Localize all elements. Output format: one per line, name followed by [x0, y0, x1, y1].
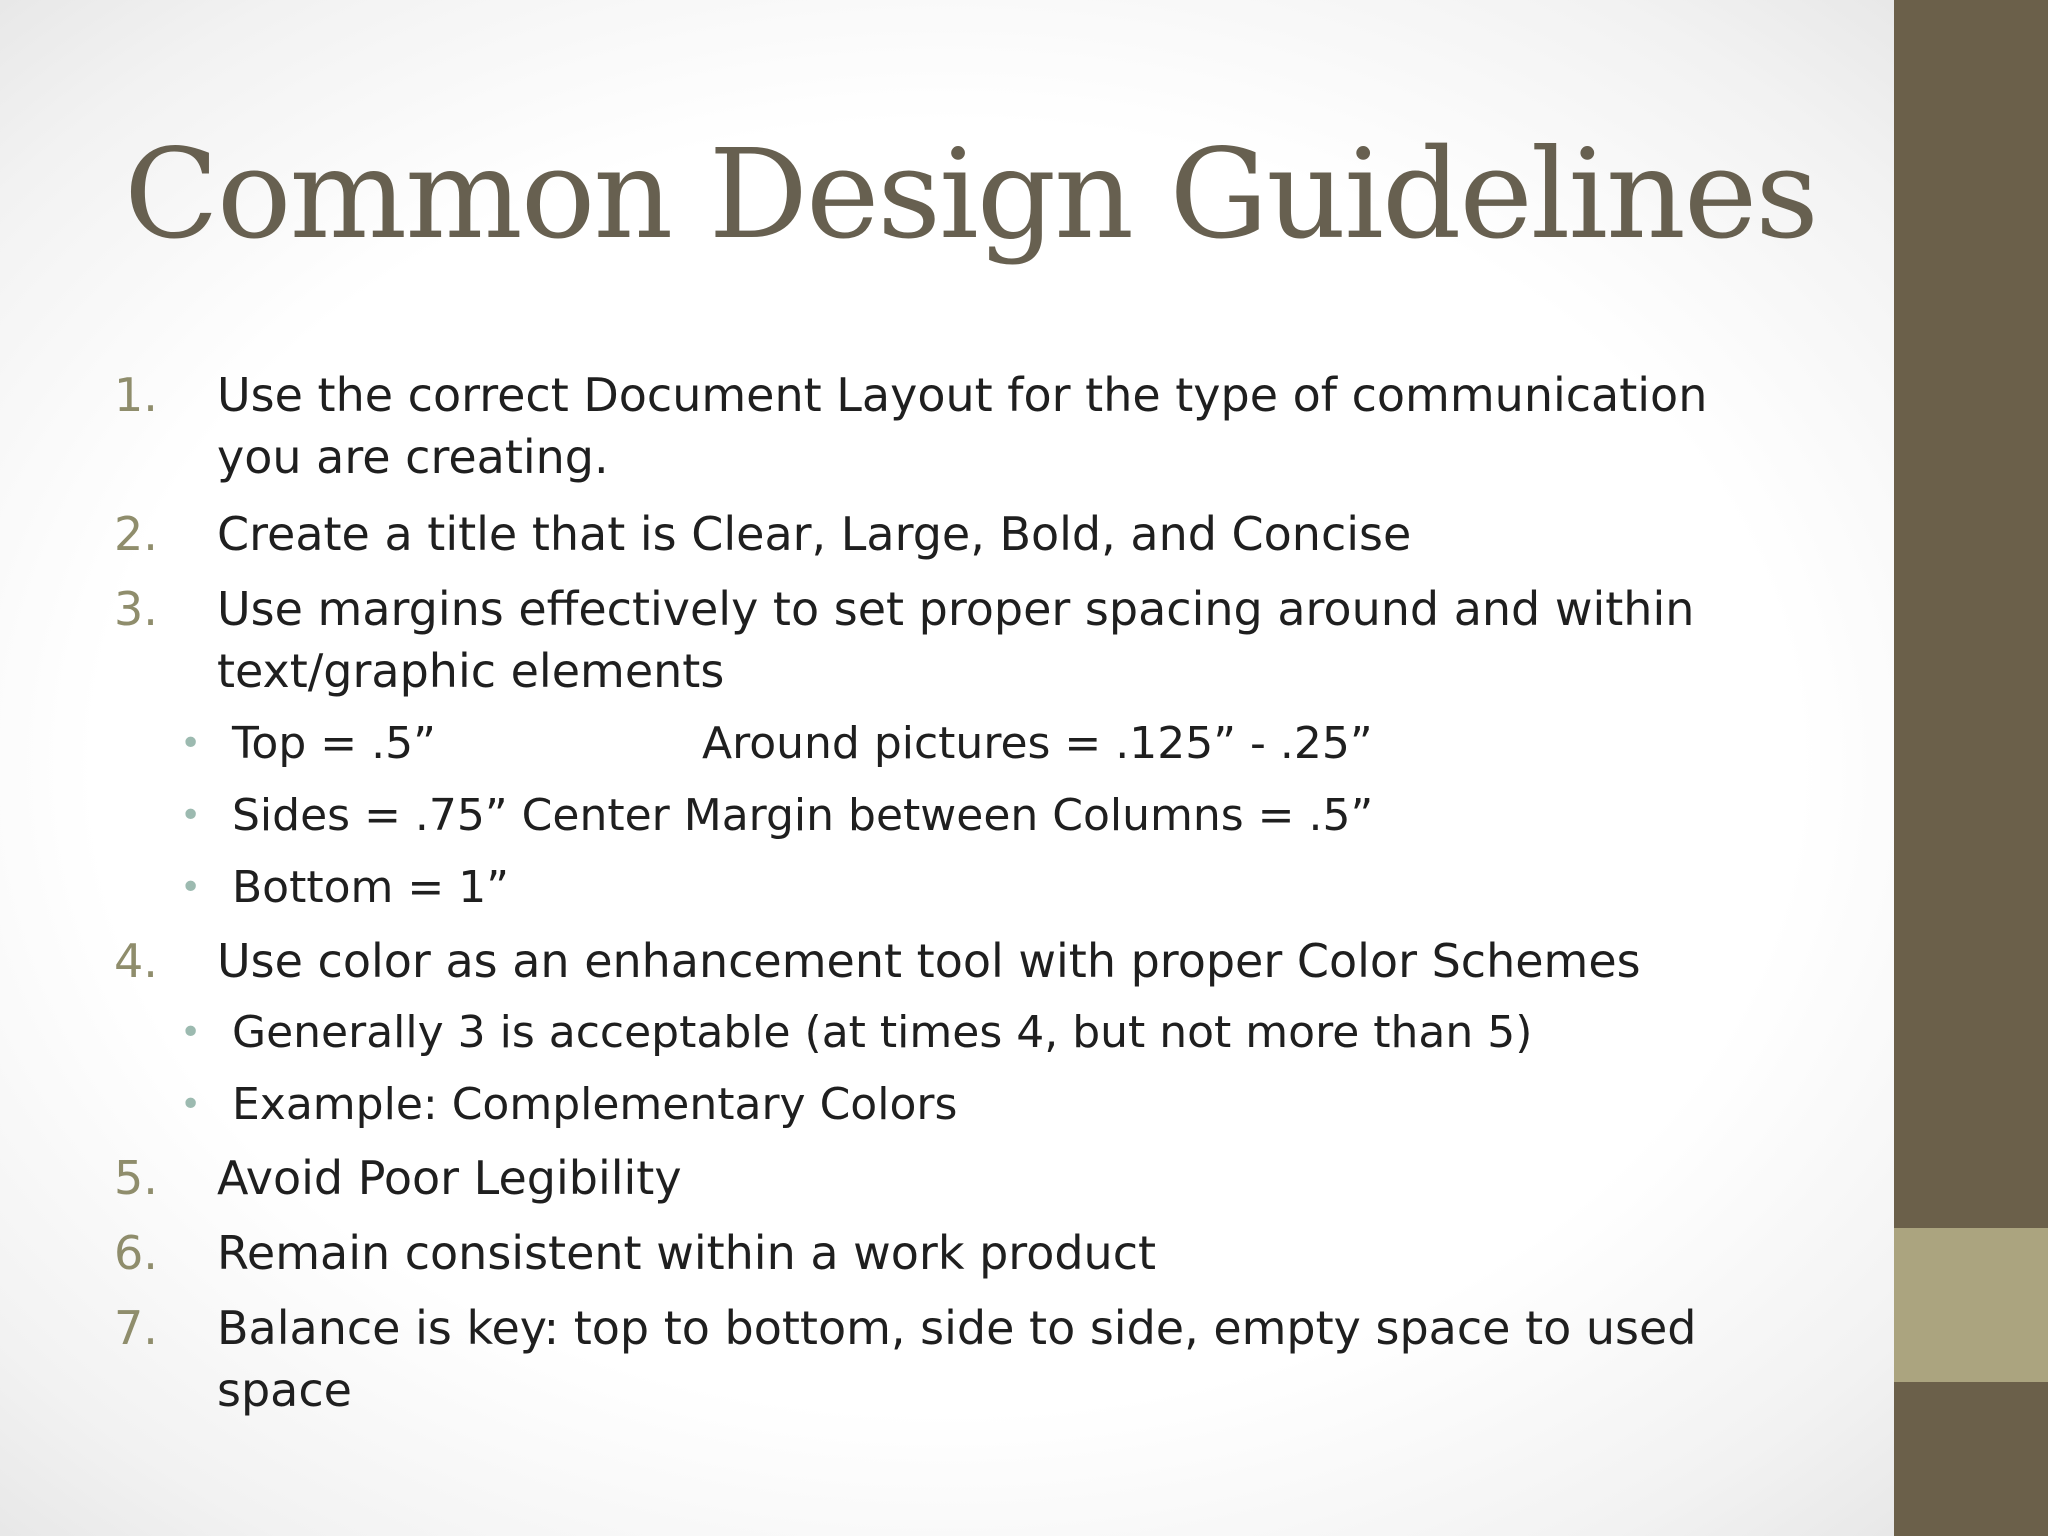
list-number: 3.: [114, 582, 158, 636]
list-text: Remain consistent within a work product: [217, 1226, 1157, 1280]
bullet-icon: •: [180, 1084, 202, 1125]
side-bar-bottom-segment: [1894, 1382, 2048, 1536]
list-text: Create a title that is Clear, Large, Bold, and Concise: [217, 507, 1412, 561]
list-number: 6.: [114, 1226, 158, 1280]
bullet-icon: •: [180, 723, 202, 764]
list-number: 1.: [114, 368, 158, 422]
list-text: Use the correct Document Layout for the type of communication you are creating.: [217, 368, 1708, 484]
sub-text: Bottom = 1”: [232, 862, 510, 913]
list-number: 2.: [114, 507, 158, 561]
side-accent-bar: [1894, 0, 2048, 1536]
list-number: 4.: [114, 934, 158, 988]
side-bar-middle-segment: [1894, 1228, 2048, 1382]
list-text: Use margins effectively to set proper spacing around and within text/graphic elements: [217, 582, 1695, 698]
sub-text: Sides = .75” Center Margin between Columns = .5”: [232, 790, 1374, 841]
sub-text: Top = .5”: [232, 718, 436, 769]
bullet-icon: •: [180, 867, 202, 908]
list-number: 5.: [114, 1151, 158, 1205]
sub-text: Generally 3 is acceptable (at times 4, but not more than 5): [232, 1007, 1533, 1058]
sub-text-secondary: Around pictures = .125” - .25”: [702, 718, 1373, 769]
bullet-icon: •: [180, 1012, 202, 1053]
list-text: Use color as an enhancement tool with proper Color Schemes: [217, 934, 1641, 988]
list-number: 7.: [114, 1301, 158, 1355]
list-text: Avoid Poor Legibility: [217, 1151, 682, 1205]
sub-text: Example: Complementary Colors: [232, 1079, 958, 1130]
list-text: Balance is key: top to bottom, side to side, empty space to used space: [217, 1301, 1697, 1417]
side-bar-top-segment: [1894, 0, 2048, 1228]
slide-title: Common Design Guidelines: [124, 123, 1817, 267]
bullet-icon: •: [180, 795, 202, 836]
